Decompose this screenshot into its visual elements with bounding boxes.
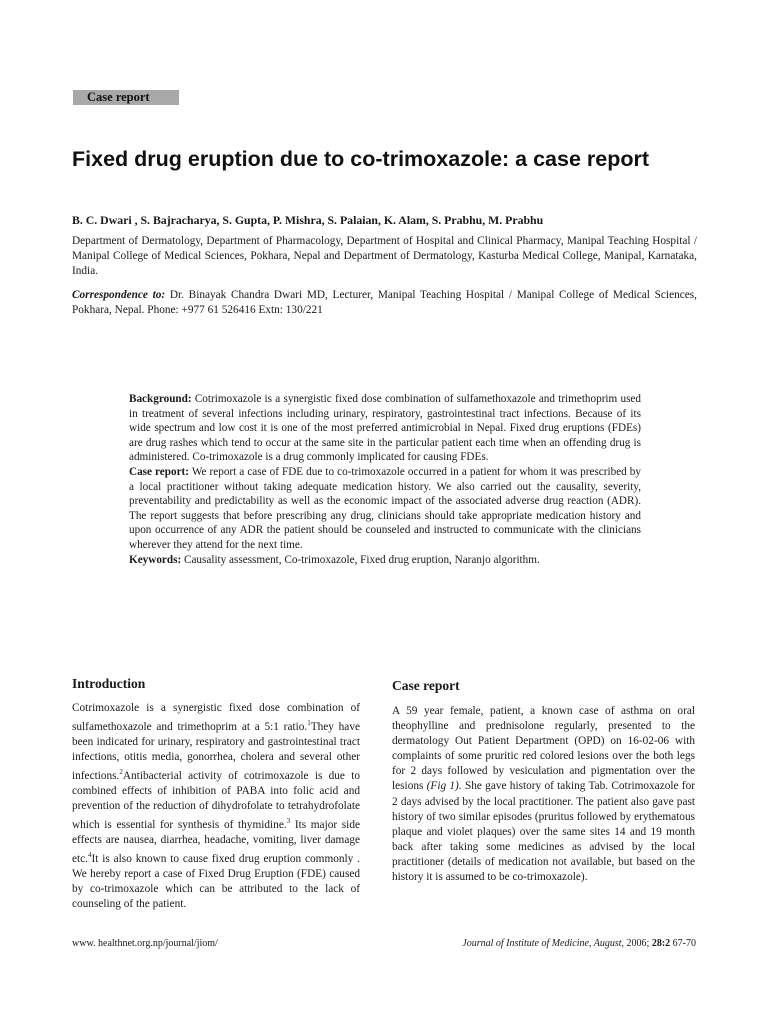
abstract-case-report xyxy=(129,465,641,553)
case-text-2: She gave history of taking Tab. Cotrimoxazole for 2 days advised by the local practitioner. The patient also gave past history of two similar episodes (pruritus followed by erythematous plaque and violet plaques) over the same sites 14 and 19 month back after taking some medicines as advised by the local practitioner (details of medication not available, but based on the history it is assumed to be co-trimoxazole). xyxy=(392,780,695,884)
intro-text-3: Antibacterial activity of cotrimoxazole is due to combined effects of inhibition of PABA into folic acid and prevention of the reduction of dihydrofolate to tetrahydrofolate which is essential for synthesis of thymidine. xyxy=(72,769,360,831)
keywords-label: Keywords: xyxy=(129,553,182,566)
intro-text-4: Its major side effects are nausea, diarrhea, headache, vomiting, liver damage etc. xyxy=(72,818,360,865)
background-text: Cotrimoxazole is a synergistic fixed dose combination of sulfamethoxazole and trimethoprim used in treatment of several infections including urinary, respiratory, gastrointestinal tract infections. Because of its wide spectrum and low cost it is one of the most preferred antimicrobial in Nepal. Fixed drug eruptions (FDEs) are drug rashes which tend to occur at the same site in the particular patient each time when an offending drug is administered. Co-trimoxazole is a drug commonly implicated for causing FDEs. xyxy=(129,393,641,464)
ref-1: 1 xyxy=(307,719,311,728)
intro-text-1: Cotrimoxazole is a synergistic fixed dose combination of sulfamethoxazole and trimethoprim at a 5:1 ratio. xyxy=(72,702,360,733)
correspondence-label: Correspondence to: xyxy=(72,289,166,301)
abstract-background xyxy=(129,392,641,465)
abstract xyxy=(129,392,641,567)
abstract-keywords xyxy=(129,553,641,568)
case-report-heading: Case report xyxy=(392,678,460,693)
keywords-text: Causality assessment, Co-trimoxazole, Fixed drug eruption, Naranjo algorithm. xyxy=(181,553,540,566)
affiliation: Department of Dermatology, Department of Pharmacology, Department of Hospital and Clinical Pharmacy, Manipal Teaching Hospital / Manipal College of Medical Sciences, Pokhara, Nepal and Department of Dermatology, Kasturba Medical College, Manipal, Karnataka, India. xyxy=(72,235,697,277)
journal-name: Journal of Institute of Medicine, August, xyxy=(462,938,625,949)
background-label: Background: xyxy=(129,393,192,405)
section-tag: Case report xyxy=(73,90,179,105)
correspondence-text: Dr. Binayak Chandra Dwari MD, Lecturer, Manipal Teaching Hospital / Manipal College of Medical Sciences, Pokhara, Nepal. Phone: +977 61 526416 Extn: 130/221 xyxy=(72,289,697,316)
case-report-label: Case report: xyxy=(129,465,190,478)
introduction-text xyxy=(72,701,360,912)
introduction-heading: Introduction xyxy=(72,676,146,691)
case-report-section xyxy=(392,675,695,885)
ref-4: 4 xyxy=(88,851,92,860)
case-report-body xyxy=(392,704,695,885)
case-text-1: A 59 year female, patient, a known case of asthma on oral theophylline and prednisolone regularly, presented to the dermatology Out Patient Department (OPD) on 16-02-06 with complaints of some pruritic red colored lesions over the both legs for 2 days followed by vesiculation and pigmentation over the lesions xyxy=(392,705,695,793)
intro-text-2: They have been indicated for urinary, respiratory and gastrointestinal tract infections, otitis media, gonorrhea, cholera and several other infections. xyxy=(72,720,360,782)
article-title: Fixed drug eruption due to co-trimoxazole: a case report xyxy=(72,147,650,171)
footer-citation xyxy=(462,937,696,950)
correspondence xyxy=(72,288,697,318)
figure-reference: (Fig 1). xyxy=(426,780,462,793)
intro-text-5: It is also known to cause fixed drug eruption commonly . We hereby report a case of Fixed Drug Eruption (FDE) caused by co-trimoxazole which can be attributed to the lack of counseling of the patient. xyxy=(72,852,360,911)
introduction-section xyxy=(72,675,360,912)
journal-pages: 67-70 xyxy=(670,938,696,949)
ref-3: 3 xyxy=(286,817,291,826)
author-list: B. C. Dwari , S. Bajracharya, S. Gupta, P. Mishra, S. Palaian, K. Alam, S. Prabhu, M. Prabhu xyxy=(72,213,544,227)
journal-year: 2006; xyxy=(624,938,652,949)
journal-volume: 28:2 xyxy=(651,938,671,949)
case-report-text: We report a case of FDE due to co-trimoxazole occurred in a patient for whom it was prescribed by a local practitioner without taking adequate medication history. We also carried out the causality, severity, preventability and predictability as well as the economic impact of the associated adverse drug reaction (ADR). The report suggests that before prescribing any drug, clinicians should take appropriate medication history and upon occurrence of any ADR the patient should be counseled and instructed to communicate with the clinicians wherever they attend for the next time. xyxy=(129,465,641,551)
ref-2: 2 xyxy=(119,768,123,777)
footer-url: www. healthnet.org.np/journal/jiom/ xyxy=(72,938,218,949)
